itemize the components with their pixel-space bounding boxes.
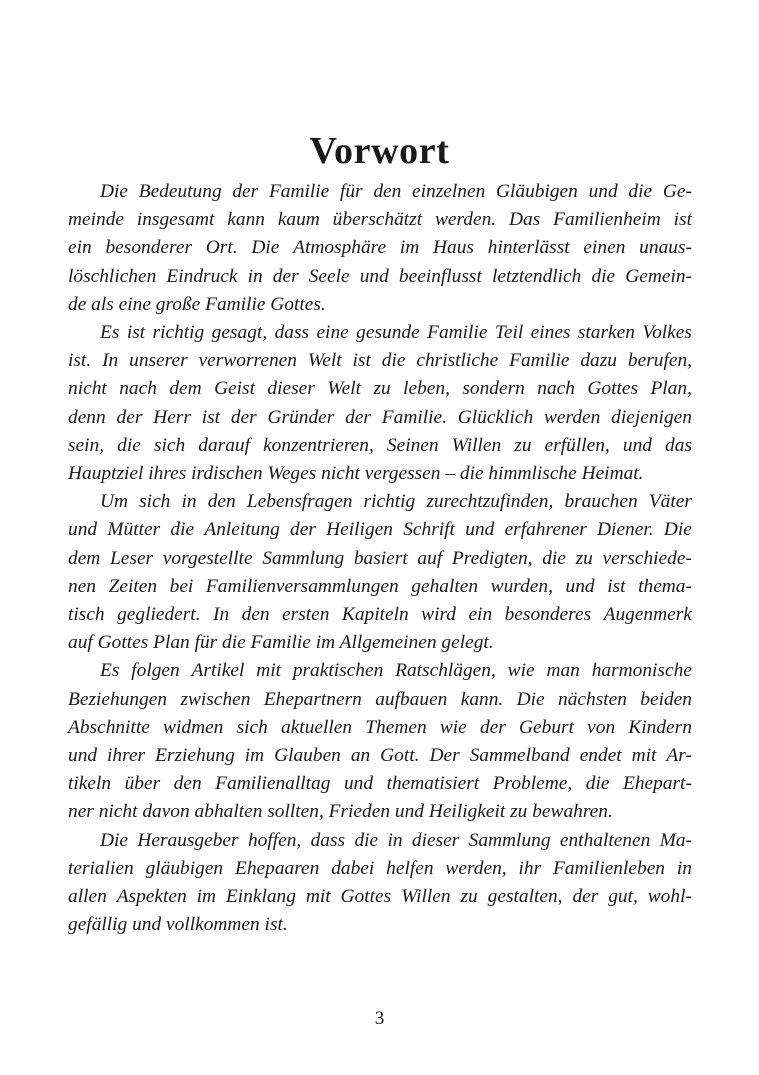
text-line: Es ist richtig gesagt, dass eine gesunde Familie Teil eines starken Volkes — [100, 322, 692, 344]
text-line: ist. In unserer verworrenen Welt ist die christliche Familie dazu berufen, — [68, 350, 692, 372]
text-line: tikeln über den Familienalltag und thematisiert Probleme, die Ehepart- — [68, 773, 692, 795]
text-line: nen Zeiten bei Familienversammlungen gehalten wurden, und ist thema- — [68, 575, 692, 597]
text-line: Beziehungen zwischen Ehepartnern aufbauen kann. Die nächsten beiden — [68, 688, 692, 710]
paragraph — [68, 827, 692, 940]
text-line: Die Bedeutung der Familie für den einzelnen Gläubigen und die Ge- — [100, 181, 692, 202]
text-line: ein besonderer Ort. Die Atmosphäre im Haus hinterlässt einen unaus- — [68, 237, 692, 259]
text-line: Abschnitte widmen sich aktuellen Themen wie der Geburt von Kindern — [68, 716, 692, 738]
text-line: dem Leser vorgestellte Sammlung basiert auf Predigten, die zu verschiede- — [68, 547, 692, 569]
text-line: Hauptziel ihres irdischen Weges nicht vergessen – die himmlische Heimat. — [68, 463, 644, 485]
text-line: und ihrer Erziehung im Glauben an Gott. Der Sammelband endet mit Ar- — [68, 745, 692, 767]
text-line: ner nicht davon abhalten sollten, Frieden und Heiligkeit zu bewahren. — [68, 801, 613, 823]
text-line: terialien gläubigen Ehepaaren dabei helfen werden, ihr Familienleben in — [68, 857, 692, 879]
body-text-block — [68, 178, 692, 939]
paragraph — [68, 319, 692, 488]
text-line: meinde insgesamt kann kaum überschätzt werden. Das Familienheim ist — [68, 209, 692, 231]
paragraph — [68, 657, 692, 826]
text-line: de als eine große Familie Gottes. — [68, 293, 326, 315]
text-line: nicht nach dem Geist dieser Welt zu leben, sondern nach Gottes Plan, — [68, 378, 692, 400]
paragraph — [68, 488, 692, 657]
text-line: Die Herausgeber hoffen, dass die in dieser Sammlung enthaltenen Ma- — [100, 829, 692, 851]
text-line: sein, die sich darauf konzentrieren, Seinen Willen zu erfüllen, und das — [68, 434, 692, 456]
text-line: Um sich in den Lebensfragen richtig zurechtzufinden, brauchen Väter — [100, 491, 692, 513]
page-title: Vorwort — [309, 130, 450, 173]
page-number: 3 — [374, 1008, 385, 1029]
paragraph — [68, 178, 692, 319]
text-line: denn der Herr ist der Gründer der Familie. Glücklich werden diejenigen — [68, 406, 692, 428]
text-line: gefällig und vollkommen ist. — [68, 914, 288, 936]
text-line: löschlichen Eindruck in der Seele und beeinflusst letztendlich die Gemein- — [68, 265, 692, 287]
text-line: allen Aspekten im Einklang mit Gottes Willen zu gestalten, der gut, wohl- — [68, 886, 692, 908]
text-line: tisch gegliedert. In den ersten Kapiteln wird ein besonderes Augenmerk — [68, 604, 692, 626]
text-line: auf Gottes Plan für die Familie im Allgemeinen gelegt. — [68, 632, 494, 654]
text-line: Es folgen Artikel mit praktischen Ratschlägen, wie man harmonische — [100, 660, 692, 682]
text-line: und Mütter die Anleitung der Heiligen Schrift und erfahrener Diener. Die — [68, 519, 692, 541]
